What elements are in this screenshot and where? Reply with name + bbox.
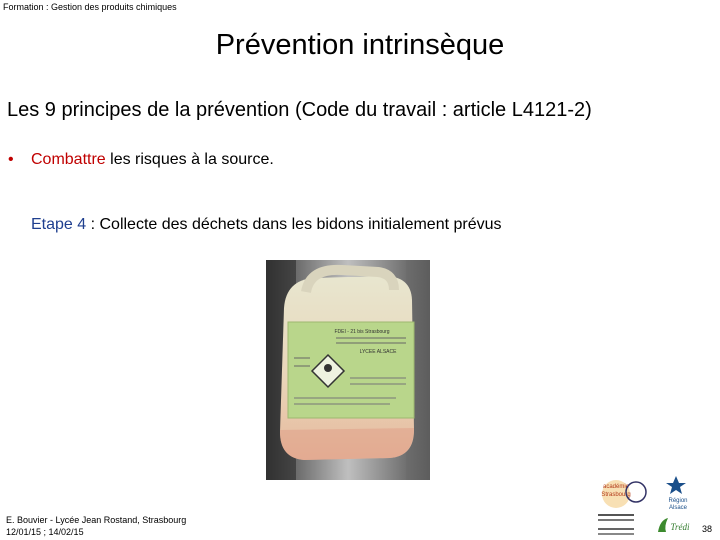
bullet-text: [31, 150, 274, 170]
partner-logos: [588, 470, 700, 538]
label-line-1: FDEI - 21 bis Strasbourg: [334, 329, 390, 335]
step-text: [31, 215, 502, 235]
bullet-highlight: Combattre: [31, 151, 106, 168]
svg-text:académie: académie: [602, 484, 630, 490]
page-number: 38: [702, 524, 713, 534]
step-label: Etape 4: [31, 216, 87, 233]
svg-text:Région: Région: [668, 498, 688, 504]
footer-dates: 12/01/15 ; 14/02/15: [6, 527, 84, 537]
label-line-2: LYCEE ALSACE: [359, 349, 397, 355]
header-note: Formation : Gestion des produits chimiques: [3, 2, 177, 12]
svg-text:Trédi: Trédi: [670, 522, 690, 532]
slide-title: Prévention intrinsèque: [215, 29, 505, 61]
footer-author: E. Bouvier - Lycée Jean Rostand, Strasbourg: [6, 515, 187, 525]
svg-text:Strasbourg: Strasbourg: [601, 492, 631, 498]
step-description: : Collecte des déchets dans les bidons initialement prévus: [86, 216, 502, 233]
region-alsace-logo: [666, 476, 688, 511]
slide-subtitle: Les 9 principes de la prévention (Code du travail : article L4121-2): [7, 99, 592, 121]
bullet-rest: les risques à la source.: [105, 151, 274, 168]
jerrican-photo: [266, 260, 430, 480]
svg-text:Alsace: Alsace: [668, 505, 688, 511]
academie-logo: [598, 480, 646, 521]
bullet-marker: •: [8, 151, 14, 168]
